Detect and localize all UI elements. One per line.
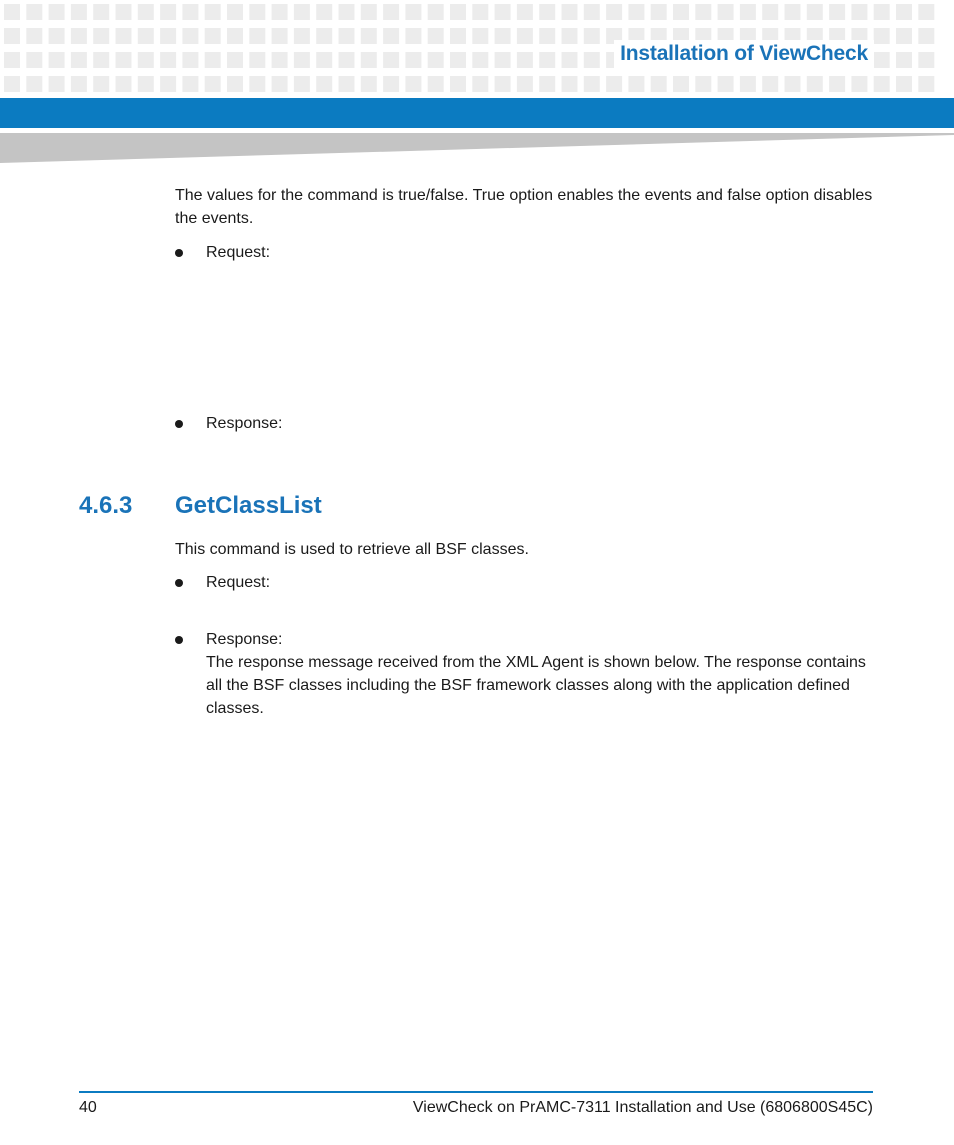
grid-cell xyxy=(472,4,488,20)
grid-cell xyxy=(49,52,65,68)
grid-cell xyxy=(584,4,600,20)
grid-cell xyxy=(405,52,421,68)
grid-cell xyxy=(138,4,154,20)
bullet-label: Response: xyxy=(206,631,283,648)
grid-cell xyxy=(361,28,377,44)
bullet-label: Response: xyxy=(206,415,283,432)
grid-cell xyxy=(562,76,578,92)
section-number: 4.6.3 xyxy=(79,492,133,519)
grid-cell xyxy=(160,76,176,92)
grid-cell xyxy=(829,76,845,92)
bullet-content xyxy=(206,628,876,720)
grid-cell xyxy=(896,76,912,92)
grid-cell xyxy=(4,76,20,92)
grid-cell xyxy=(383,4,399,20)
grid-cell xyxy=(874,28,890,44)
grid-cell xyxy=(450,28,466,44)
grid-cell xyxy=(874,52,890,68)
grid-cell xyxy=(182,28,198,44)
grid-cell xyxy=(562,4,578,20)
grid-cell xyxy=(116,4,132,20)
grid-cell xyxy=(829,4,845,20)
grid-cell xyxy=(316,4,332,20)
bullet-label: Request: xyxy=(206,244,271,261)
grid-cell xyxy=(227,28,243,44)
grid-cell xyxy=(562,28,578,44)
header-blue-band xyxy=(0,98,954,128)
grid-cell xyxy=(495,52,511,68)
bullet-icon xyxy=(175,636,183,644)
grid-cell xyxy=(673,76,689,92)
grid-cell xyxy=(272,52,288,68)
section-heading xyxy=(79,492,322,520)
grid-cell xyxy=(272,76,288,92)
grid-cell xyxy=(361,4,377,20)
grid-cell xyxy=(160,28,176,44)
grid-cell xyxy=(272,4,288,20)
grid-cell xyxy=(628,76,644,92)
grid-cell xyxy=(428,28,444,44)
grid-cell xyxy=(539,28,555,44)
grid-cell xyxy=(339,28,355,44)
grid-cell xyxy=(651,4,667,20)
grid-cell xyxy=(26,4,42,20)
grid-cell xyxy=(695,76,711,92)
grid-cell xyxy=(182,52,198,68)
grid-cell xyxy=(874,4,890,20)
grid-cell xyxy=(227,4,243,20)
grid-cell xyxy=(205,52,221,68)
grid-cell xyxy=(116,28,132,44)
grid-cell xyxy=(205,76,221,92)
grid-cell xyxy=(495,76,511,92)
grid-cell xyxy=(539,4,555,20)
grid-cell xyxy=(562,52,578,68)
grid-cell xyxy=(71,76,87,92)
grid-cell xyxy=(762,76,778,92)
grid-cell xyxy=(807,4,823,20)
page-number: 40 xyxy=(79,1099,97,1116)
grid-cell xyxy=(472,76,488,92)
grid-cell xyxy=(138,28,154,44)
bullet-icon xyxy=(175,579,183,587)
grid-cell xyxy=(71,4,87,20)
grid-cell xyxy=(428,76,444,92)
grid-cell xyxy=(472,28,488,44)
grid-cell xyxy=(450,4,466,20)
grid-cell xyxy=(294,76,310,92)
grid-cell xyxy=(93,52,109,68)
grid-cell xyxy=(718,76,734,92)
grid-cell xyxy=(116,76,132,92)
grid-cell xyxy=(383,28,399,44)
grid-cell xyxy=(294,52,310,68)
grid-cell xyxy=(495,4,511,20)
grid-cell xyxy=(383,52,399,68)
grid-cell xyxy=(26,76,42,92)
grid-cell xyxy=(651,76,667,92)
response-detail: The response message received from the XML Agent is shown below. The response contains all the BSF classes including the BSF framework classes along with the application defined classes. xyxy=(206,654,866,717)
grid-cell xyxy=(851,76,867,92)
grid-cell xyxy=(517,4,533,20)
grid-cell xyxy=(26,52,42,68)
grid-cell xyxy=(182,4,198,20)
bullet-icon xyxy=(175,420,183,428)
grid-cell xyxy=(26,28,42,44)
grid-cell xyxy=(428,52,444,68)
grid-cell xyxy=(93,76,109,92)
grid-cell xyxy=(49,4,65,20)
grid-cell xyxy=(138,76,154,92)
grid-cell xyxy=(361,76,377,92)
grid-cell xyxy=(49,28,65,44)
grid-cell xyxy=(405,76,421,92)
grid-cell xyxy=(450,52,466,68)
grid-cell xyxy=(405,28,421,44)
grid-cell xyxy=(4,52,20,68)
grid-cell xyxy=(227,76,243,92)
bullet-label: Request: xyxy=(206,574,271,591)
footer-document-title: ViewCheck on PrAMC-7311 Installation and Use (6806800S45C) xyxy=(412,1099,873,1116)
grid-cell xyxy=(695,4,711,20)
grid-cell xyxy=(584,28,600,44)
grid-cell xyxy=(807,76,823,92)
grid-cell xyxy=(785,76,801,92)
grid-cell xyxy=(205,28,221,44)
grid-cell xyxy=(428,4,444,20)
grid-cell xyxy=(851,4,867,20)
grid-cell xyxy=(249,76,265,92)
grid-cell xyxy=(316,52,332,68)
grid-cell xyxy=(495,28,511,44)
grid-cell xyxy=(785,4,801,20)
grid-cell xyxy=(249,28,265,44)
section-description: This command is used to retrieve all BSF classes. xyxy=(175,541,529,558)
grid-cell xyxy=(93,28,109,44)
grid-cell xyxy=(896,52,912,68)
grid-cell xyxy=(918,52,934,68)
grid-cell xyxy=(294,28,310,44)
grid-cell xyxy=(740,76,756,92)
grid-cell xyxy=(316,28,332,44)
grid-cell xyxy=(339,4,355,20)
section-title: GetClassList xyxy=(175,492,322,519)
grid-cell xyxy=(316,76,332,92)
grid-cell xyxy=(339,76,355,92)
grid-cell xyxy=(517,28,533,44)
grid-cell xyxy=(249,4,265,20)
grid-cell xyxy=(517,52,533,68)
grey-wedge-shape xyxy=(0,133,954,163)
grid-cell xyxy=(762,4,778,20)
grid-cell xyxy=(116,52,132,68)
grid-cell xyxy=(71,28,87,44)
grid-cell xyxy=(405,4,421,20)
grid-cell xyxy=(606,76,622,92)
grid-cell xyxy=(4,4,20,20)
grid-cell xyxy=(361,52,377,68)
grid-cell xyxy=(249,52,265,68)
grid-cell xyxy=(896,28,912,44)
grid-cell xyxy=(138,52,154,68)
grid-cell xyxy=(918,76,934,92)
grid-cell xyxy=(628,4,644,20)
running-header-title: Installation of ViewCheck xyxy=(614,40,874,68)
grid-cell xyxy=(472,52,488,68)
grid-cell xyxy=(272,28,288,44)
grid-cell xyxy=(4,28,20,44)
grid-cell xyxy=(874,76,890,92)
intro-paragraph: The values for the command is true/false. True option enables the events and false option disables the events. xyxy=(175,187,873,227)
grid-cell xyxy=(918,4,934,20)
grid-cell xyxy=(160,52,176,68)
grid-cell xyxy=(339,52,355,68)
grid-cell xyxy=(606,4,622,20)
grid-cell xyxy=(517,76,533,92)
grid-cell xyxy=(71,52,87,68)
grid-cell xyxy=(918,28,934,44)
grid-cell xyxy=(294,4,310,20)
grid-cell xyxy=(740,4,756,20)
footer-rule xyxy=(79,1091,873,1093)
bullet-icon xyxy=(175,249,183,257)
grid-cell xyxy=(49,76,65,92)
grid-cell xyxy=(584,52,600,68)
grid-cell xyxy=(93,4,109,20)
grid-cell xyxy=(450,76,466,92)
grid-cell xyxy=(383,76,399,92)
grid-cell xyxy=(227,52,243,68)
grid-cell xyxy=(673,4,689,20)
grid-cell xyxy=(896,4,912,20)
grid-cell xyxy=(539,52,555,68)
grid-cell xyxy=(160,4,176,20)
header-grey-wedge xyxy=(0,133,954,163)
grid-cell xyxy=(718,4,734,20)
grid-cell xyxy=(584,76,600,92)
grid-cell xyxy=(205,4,221,20)
grid-cell xyxy=(539,76,555,92)
grid-cell xyxy=(182,76,198,92)
